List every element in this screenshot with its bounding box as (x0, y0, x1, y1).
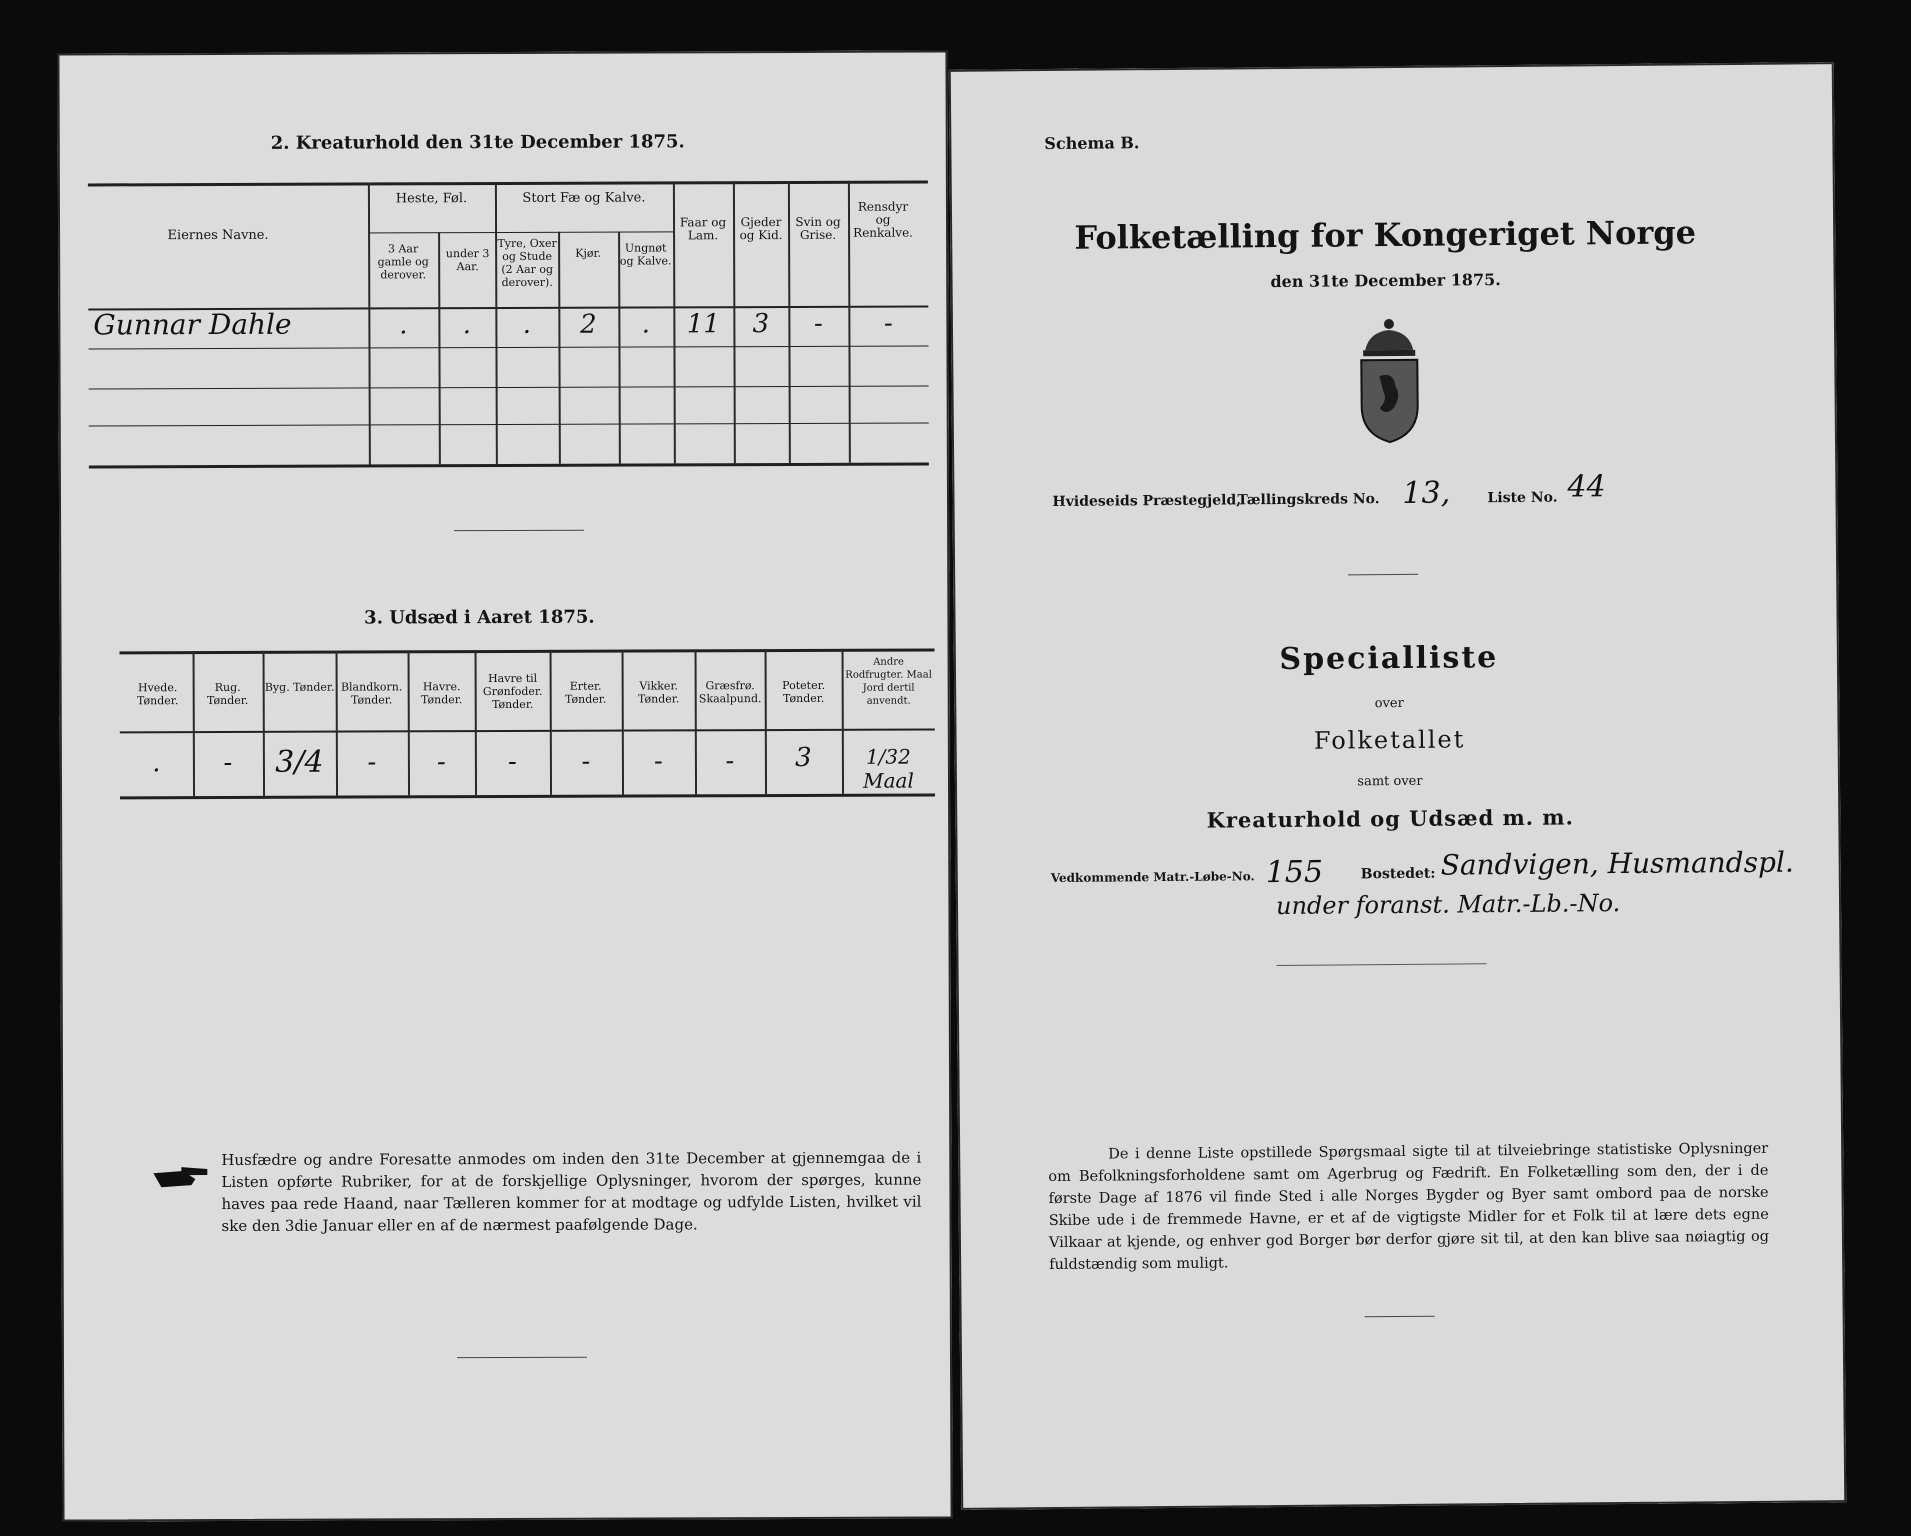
folketallet-title: Folketallet (1313, 725, 1466, 755)
t3-v7: - (653, 746, 663, 777)
divider-end (1365, 1316, 1435, 1318)
owner-header: Eiernes Navne. (167, 227, 269, 244)
kjor-header: Kjør. (575, 246, 602, 260)
cell-tyre: . (522, 309, 532, 340)
main-title: Folketælling for Kongeriget Norge (1074, 213, 1697, 257)
t3-v1: - (223, 747, 233, 778)
svin-header: Svin og Grise. (795, 214, 841, 242)
t3-h1: Rug. Tønder. (207, 680, 249, 708)
bosted-value: Sandvigen, Husmandspl. (1440, 845, 1794, 882)
divider-mid (1277, 963, 1487, 966)
t3-h7: Vikker. Tønder. (638, 679, 680, 706)
t3-v10: 1/32 Maal (863, 744, 914, 793)
instruction-paragraph: De i denne Liste opstillede Spørgsmaal sigte til at tilveiebringe statistiske Oplysninger om Befolkningsforholdene samt om Agerbrug og Fædrift. En Folketælling som den, der i de første Dage af 1876 vil finde Sted i alle Norges Bygder og Byer samt ombord paa de norske Skibe ude i de fremmede Havne, er et af de vigtigste Midler for et Folk til at lære dets egne Vilkaar at kjende, og enhver god Borger bør derfor gjøre sit til, at den kan blive saa nøiagtig og fuldstændig som muligt. (1048, 1140, 1770, 1274)
rensdyr-header: Rensdyr og Renkalve. (853, 199, 914, 240)
bosted-label: Bostedet: (1360, 865, 1436, 883)
liste-value: 44 (1567, 469, 1606, 505)
t3-h5: Havre til Grønfoder. Tønder. (482, 671, 543, 712)
t3-h10: Andre Rodfrugter. Maal Jord dertil anvendt. (845, 656, 932, 707)
stort-header: Stort Fæ og Kalve. (522, 190, 646, 206)
heste-header: Heste, Føl. (395, 191, 468, 207)
liste-label: Liste No. (1487, 489, 1558, 507)
census-date: den 31te December 1875. (1270, 270, 1501, 292)
ungnot-header: Ungnøt og Kalve. (619, 241, 672, 268)
section2-title: 2. Kreaturhold den 31te December 1875. (270, 131, 685, 154)
left-page (57, 50, 952, 1521)
gjeder-header: Gjeder og Kid. (739, 215, 783, 243)
t3-v3: - (367, 747, 377, 778)
over-text: over (1374, 695, 1404, 712)
t3-h3: Blandkorn. Tønder. (340, 680, 403, 707)
t3-h4: Havre. Tønder. (421, 680, 463, 707)
matr-label: Vedkommende Matr.-Løbe-No. (1050, 869, 1255, 886)
t3-v6: - (581, 746, 591, 777)
t3-h0: Hvede. Tønder. (137, 681, 179, 708)
kreaturhold-title: Kreaturhold og Udsæd m. m. (1206, 804, 1574, 833)
section3-title: 3. Udsæd i Aaret 1875. (364, 606, 595, 629)
heste-3aar-header: 3 Aar gamle og derover. (377, 242, 429, 282)
matr-value: 155 (1265, 854, 1324, 891)
bosted-value-line2: under foranst. Matr.-Lb.-No. (1275, 889, 1621, 921)
cell-ungnot: . (641, 309, 651, 340)
cell-gjeder: 3 (752, 309, 770, 340)
t3-v5: - (507, 746, 517, 777)
right-page (949, 62, 1847, 1510)
specialliste-title: Specialliste (1279, 640, 1499, 678)
kreds-value: 13, (1402, 475, 1451, 511)
divider (454, 530, 584, 531)
heste-under3-header: under 3 Aar. (445, 247, 490, 274)
t3-v0: . (152, 748, 161, 779)
t3-h2: Byg. Tønder. (264, 680, 335, 694)
t3-v2: 3/4 (275, 744, 324, 780)
cell-rensdyr: - (883, 308, 893, 339)
notice-text: Husfædre og andre Foresatte anmodes om inden den 31te December at gjennemgaa de i Listen opførte Rubriker, for at de forskjellige Oplysninger, hvorom der spørges, kunne haves paa rede Haand, naar Tælleren kommer for at modtage og udfylde Listen, hvilket vil ske den 3die Januar eller en af de nærmest paafølgende Dage. (221, 1148, 922, 1235)
divider-bottom (457, 1357, 587, 1358)
cell-heste-u3: . (462, 310, 472, 341)
schema-label: Schema B. (1044, 133, 1140, 154)
t3-v9: 3 (795, 742, 812, 773)
tyre-header: Tyre, Oxer og Stude (2 Aar og derover). (497, 236, 557, 290)
cell-svin: - (813, 308, 823, 339)
t3-h8: Græsfrø. Skaalpund. (698, 679, 762, 706)
sowing-table (57, 50, 947, 53)
cell-faar: 11 (686, 309, 720, 340)
divider-short (1348, 574, 1418, 576)
t3-v8: - (725, 746, 735, 777)
t3-h9: Poteter. Tønder. (782, 678, 826, 706)
livestock-table (57, 50, 947, 53)
coat-of-arms-icon (1349, 316, 1430, 447)
faar-header: Faar og Lam. (679, 215, 727, 243)
parish-label: Hvideseids Præstegjeld, (1052, 492, 1242, 510)
t3-v4: - (436, 747, 446, 778)
samt-over-text: samt over (1357, 773, 1423, 790)
owner-name: Gunnar Dahle (93, 307, 292, 342)
cell-kjor: 2 (580, 309, 597, 340)
t3-h6: Erter. Tønder. (565, 679, 607, 706)
cell-heste-3: . (399, 310, 408, 341)
pointing-hand-icon (151, 1163, 211, 1193)
kreds-label: Tællingskreds No. (1237, 491, 1380, 509)
